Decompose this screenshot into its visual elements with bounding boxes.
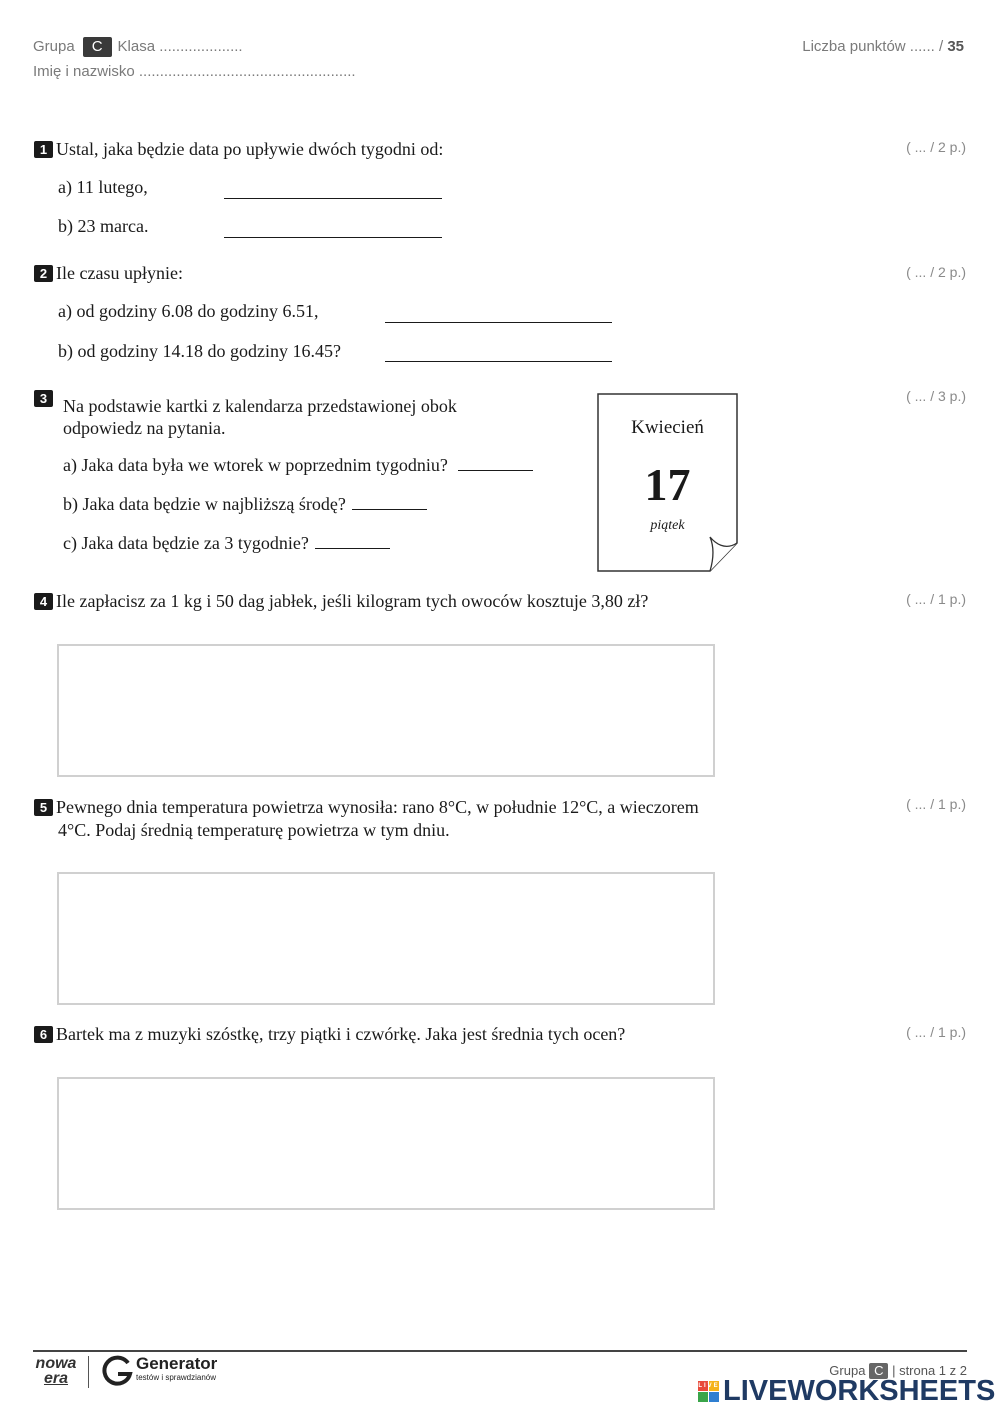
q1-item-a: a) 11 lutego, bbox=[58, 177, 148, 197]
points-summary bbox=[802, 38, 964, 55]
class-field-label: Klasa .................... bbox=[117, 38, 243, 55]
generator-subtitle: testów i sprawdzianów bbox=[136, 1373, 217, 1382]
q3-item-c-text: c) Jaka data będzie za 3 tygodnie? bbox=[63, 533, 309, 553]
footer-group-label: Grupa bbox=[829, 1363, 866, 1378]
question-points: ( ... / 1 p.) bbox=[906, 1024, 966, 1040]
question-text: Ile czasu upłynie: bbox=[56, 263, 183, 283]
q3-item-b bbox=[63, 494, 427, 515]
generator-logo-icon bbox=[101, 1354, 133, 1393]
answer-line[interactable] bbox=[385, 360, 612, 362]
question-text-line-2: 4°C. Podaj średnią temperaturę powietrza w tym dniu. bbox=[58, 820, 450, 840]
answer-box[interactable] bbox=[57, 1077, 715, 1210]
question-5 bbox=[34, 796, 699, 842]
points-total: 35 bbox=[947, 38, 964, 55]
footer-divider bbox=[33, 1350, 967, 1352]
question-number-badge: 4 bbox=[34, 593, 53, 610]
logo-line-1: nowa bbox=[35, 1355, 77, 1372]
question-points: ( ... / 1 p.) bbox=[906, 591, 966, 607]
question-text: Ile zapłacisz za 1 kg i 50 dag jabłek, jeśli kilogram tych owoców kosztuje 3,80 zł? bbox=[56, 591, 649, 611]
name-field-label: Imię i nazwisko .................................................... bbox=[33, 63, 356, 80]
question-points: ( ... / 2 p.) bbox=[906, 139, 966, 155]
calendar-month: Kwiecień bbox=[631, 417, 704, 438]
answer-line[interactable] bbox=[458, 469, 533, 471]
question-number-badge: 2 bbox=[34, 265, 53, 282]
calendar-weekday: piątek bbox=[650, 518, 685, 533]
answer-box[interactable] bbox=[57, 644, 715, 777]
q1-item-b: b) 23 marca. bbox=[58, 216, 149, 236]
calendar-page bbox=[597, 393, 738, 572]
question-2 bbox=[34, 263, 183, 284]
question-points: ( ... / 1 p.) bbox=[906, 796, 966, 812]
q3-item-a-text: a) Jaka data była we wtorek w poprzednim tygodniu? bbox=[63, 455, 448, 475]
question-number-badge: 5 bbox=[34, 799, 53, 816]
logo-line-2: era bbox=[43, 1370, 69, 1387]
answer-line[interactable] bbox=[224, 236, 442, 238]
nowa-era-logo bbox=[33, 1356, 79, 1386]
q2-item-a: a) od godziny 6.08 do godziny 6.51, bbox=[58, 301, 319, 321]
question-points: ( ... / 2 p.) bbox=[906, 264, 966, 280]
answer-line[interactable] bbox=[315, 547, 390, 549]
group-badge: C bbox=[83, 37, 112, 57]
points-label: Liczba punktów ...... / bbox=[802, 38, 944, 55]
question-number-badge-3 bbox=[34, 390, 56, 409]
answer-box[interactable] bbox=[57, 872, 715, 1005]
footer-group-badge: C bbox=[869, 1363, 888, 1379]
generator-logo-text bbox=[136, 1354, 217, 1383]
question-number-badge: 6 bbox=[34, 1026, 53, 1043]
answer-line[interactable] bbox=[224, 197, 442, 199]
calendar-day: 17 bbox=[644, 459, 691, 510]
question-1 bbox=[34, 139, 443, 160]
live-icon-text: LIVE bbox=[698, 1383, 720, 1389]
liveworksheets-watermark: LIVEWORKSHEETS bbox=[723, 1375, 996, 1407]
question-points: ( ... / 3 p.) bbox=[906, 388, 966, 404]
question-text-line-1: Pewnego dnia temperatura powietrza wynosiła: rano 8°C, w południe 12°C, a wieczorem bbox=[56, 797, 699, 817]
question-text-line-2: odpowiedz na pytania. bbox=[63, 418, 226, 438]
q2-item-b: b) od godziny 14.18 do godziny 16.45? bbox=[58, 341, 341, 361]
question-6 bbox=[34, 1024, 625, 1045]
question-number-badge: 3 bbox=[34, 390, 53, 407]
generator-title: Generator bbox=[136, 1354, 218, 1373]
q3-item-a bbox=[63, 455, 533, 476]
question-text-line-1: Na podstawie kartki z kalendarza przedstawionej obok bbox=[63, 396, 457, 416]
question-text: Ustal, jaka będzie data po upływie dwóch tygodni od: bbox=[56, 139, 444, 159]
footer-page-label: | strona 1 z 2 bbox=[892, 1363, 967, 1378]
question-number-badge: 1 bbox=[34, 141, 53, 158]
q3-item-b-text: b) Jaka data będzie w najbliższą środę? bbox=[63, 494, 346, 514]
liveworksheets-live-icon bbox=[698, 1381, 720, 1403]
q3-item-c bbox=[63, 533, 390, 554]
answer-line[interactable] bbox=[385, 321, 612, 323]
header-group-line bbox=[33, 37, 243, 57]
group-label: Grupa bbox=[33, 38, 75, 55]
question-text: Bartek ma z muzyki szóstkę, trzy piątki i czwórkę. Jaka jest średnia tych ocen? bbox=[56, 1024, 626, 1044]
answer-line[interactable] bbox=[352, 508, 427, 510]
question-3-text bbox=[63, 395, 457, 439]
logo-separator bbox=[88, 1356, 89, 1388]
question-4 bbox=[34, 591, 648, 612]
